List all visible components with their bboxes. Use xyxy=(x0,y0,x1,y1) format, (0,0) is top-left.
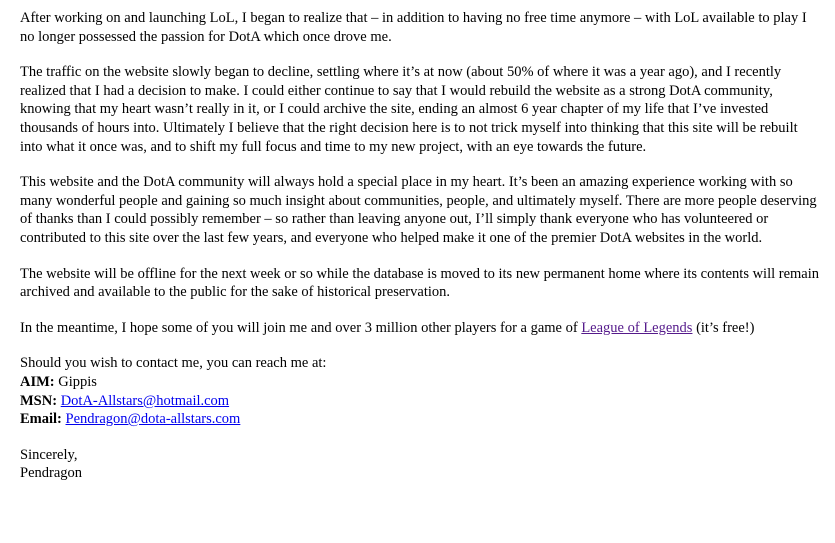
paragraph-offline-archive: The website will be offline for the next week or so while the database is moved to its new permanent home where its contents will remain archived and available to the public for the sake of historical preservation. xyxy=(20,265,820,301)
msn-link[interactable]: DotA-Allstars@hotmail.com xyxy=(60,392,230,409)
msn-label: MSN: xyxy=(20,392,58,409)
aim-label: AIM: xyxy=(20,373,55,390)
contact-section xyxy=(20,354,822,428)
closing-section xyxy=(20,446,822,483)
league-of-legends-link[interactable]: League of Legends xyxy=(581,319,693,336)
contact-email xyxy=(20,410,822,429)
paragraph-meantime xyxy=(20,319,822,338)
letter-body xyxy=(20,9,822,483)
contact-msn xyxy=(20,392,822,411)
email-link[interactable]: Pendragon@dota-allstars.com xyxy=(65,411,241,428)
contact-intro: Should you wish to contact me, you can reach me at: xyxy=(20,355,327,372)
salutation: Sincerely, xyxy=(20,446,78,463)
signature: Pendragon xyxy=(20,465,83,482)
meantime-text: In the meantime, I hope some of you will join me and over 3 million other players for a game of xyxy=(20,319,582,336)
spacer xyxy=(20,429,822,446)
email-label: Email: xyxy=(20,411,62,428)
paragraph-lol-passion: After working on and launching LoL, I began to realize that – in addition to having no free time anymore – with LoL available to play I no longer possessed the passion for DotA which once drove me. xyxy=(20,10,807,45)
aim-value: Gippis xyxy=(54,373,97,390)
meantime-suffix: (it’s free!) xyxy=(692,319,755,336)
paragraph-traffic-decision: The traffic on the website slowly began to decline, settling where it’s at now (about 50% of where it was a year ago), and I recently realized that I had a decision to make. I could either continue to say that I would rebuild the website as a strong DotA community, knowing that my heart wasn’t really in it, or I could archive the site, ending an almost 6 year chapter of my life that I’ve invested thousands of hours into. Ultimately I believe that the right decision here is to not trick myself into thinking that this site will be rebuilt into what it once was, and to shift my full focus and time to my new project, with an eye towards the future. xyxy=(20,64,798,155)
paragraph-thanks: This website and the DotA community will always hold a special place in my heart. It’s been an amazing experience working with so many wonderful people and gaining so much insight about communities, people, and ultimately myself. There are more people deserving of thanks than I could possibly remember – so rather than leaving anyone out, I’ll simply thank everyone who has volunteered or contributed to this site over the last few years, and everyone who helped make it one of the premier DotA websites in the world. xyxy=(20,174,817,246)
contact-aim xyxy=(20,373,822,392)
